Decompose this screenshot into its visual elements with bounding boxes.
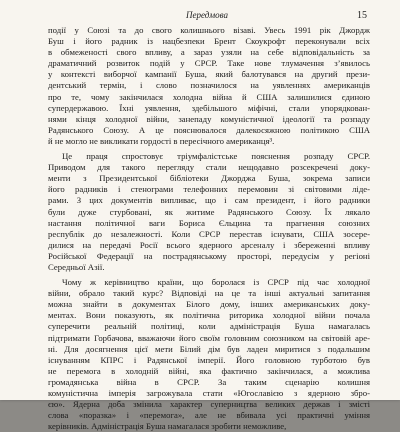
text-line: суперечити реальній політиці, коли адміністрація Буша намагалась xyxy=(48,321,370,332)
text-line: Радянського Союзу. А це пояснювалося далекосяжною політикою США xyxy=(48,124,370,135)
page-header xyxy=(47,10,367,24)
text-line: республік до незалежності. Коли СРСР перестав існувати, США зосере- xyxy=(48,228,370,239)
text-line: не перемога в холодній війні, яка фактично закінчилася, а можлива xyxy=(48,365,370,376)
text-line: ментах. Вони показують, як політична риторика холодної війни почала xyxy=(48,310,370,321)
text-line: були дуже стурбовані, як житиме Радянського Союзу. Їх лякало xyxy=(48,206,370,217)
paragraph xyxy=(48,151,370,273)
text-line: настання політичної ваги Бориса Єльцина та прагнення союзних xyxy=(48,217,370,228)
page-number: 15 xyxy=(357,10,367,21)
text-line: дилися на передачі Росії всього ядерного арсеналу і збереженні впливу xyxy=(48,239,370,250)
text-line: Буш і його радник із нацбезпеки Брент Скоукрофт переконували всіх xyxy=(48,36,370,47)
paragraph xyxy=(48,277,370,432)
text-line: Це праця спростовує тріумфалістське пояснення розпаду СРСР. xyxy=(62,151,370,162)
text-line: комуністична імперія загрожувала стати «Югославією з ядерною збро- xyxy=(48,388,370,398)
text-line: рами. З цих документів випливає, що і сам президент, і його радники xyxy=(48,195,370,206)
text-line: його радників і стенограми телефонних перемовин зі світовими ліде- xyxy=(48,184,370,195)
text-line: Середньої Азії. xyxy=(48,261,105,272)
text-line: можна знайти в документах Білого дому, інших американських доку- xyxy=(48,299,370,310)
running-head: Передмова xyxy=(186,10,228,20)
text-line: війни, обрало такий курс? Відповіді на це та інші актуальні запитання xyxy=(48,288,370,299)
text-line: підтримати Горбачова, вважаючи його своїм головним союзником на світовій аре- xyxy=(48,332,370,343)
text-line: дентський термін, і слово позначилося на уявленнях американців xyxy=(48,80,370,91)
text-line: драматичний розвиток подій у СРСР. Таке нове тлумачення з’явилось xyxy=(48,58,370,69)
text-line: громадянська війна в СРСР. За таким сценарію колишня xyxy=(48,376,370,387)
text-line: супердержавою. Їхні уявлення, здебільшого міфічні, стали упорядкован- xyxy=(48,102,370,113)
text-line: менти з Президентської бібліотеки Джорджа Буша, зокрема записи xyxy=(48,173,370,184)
text-line: події у Союзі та до свого колишнього візаві. Увесь 1991 рік Джордж xyxy=(48,25,370,35)
text-line: нями кінця холодної війни, занепаду комуністичної ідеології та розпаду xyxy=(48,113,370,124)
text-line: керівників. Адміністрація Буша намагалася зробити неможливе, xyxy=(48,421,287,432)
text-line: Російської Федерації на пострадянському просторі, передусім у регіоні xyxy=(48,250,370,261)
text-line: єю». Ядерна доба змінила характер суперництва великих держав і змісті xyxy=(48,399,370,410)
text-line: Чому ж керівництво країни, що боролася із СРСР під час холодної xyxy=(62,277,370,288)
text-line: існуванням КПРС і Радянської імперії. Його головною турботою був xyxy=(48,354,370,365)
body-text xyxy=(48,25,370,432)
text-line: про те, чому закінчилася холодна війна й США залишилися єдиною xyxy=(48,91,370,102)
text-line: слова «поразка» і «перемога», але не вбивала усі практичні уміння xyxy=(48,410,370,421)
text-line: Приводом для такого перегляду стали нещодавно розсекречені доку- xyxy=(48,162,370,173)
text-line: й не могло не викликати гордості в пересічного американця³. xyxy=(48,135,275,146)
paragraph xyxy=(48,25,370,147)
text-line: у контексті виборчої кампанії Буша, який балотувався на другий прези- xyxy=(48,69,370,80)
text-line: в обмеженості свого впливу, а зараз узяли на себе відповідальність за xyxy=(48,47,370,58)
text-line: ні. Для досягнення цієї мети Білий дім був ладен миритися з подальшим xyxy=(48,343,370,354)
